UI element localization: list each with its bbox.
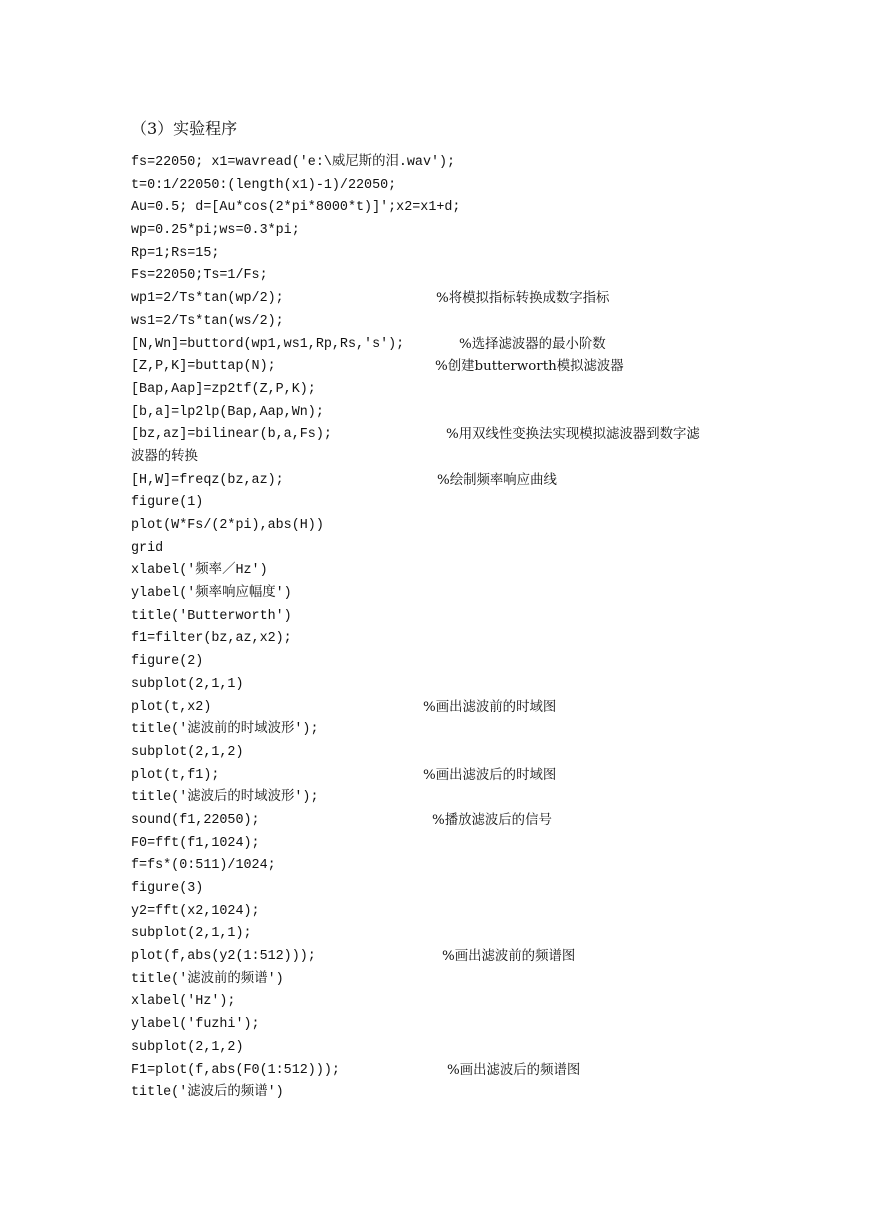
code-line (131, 765, 831, 788)
code-line (131, 447, 831, 470)
code-text: figure(2) (131, 654, 204, 670)
code-text: [Z,P,K]=buttap(N); (131, 359, 276, 375)
code-text: fs=22050; x1=wavread('e:\威尼斯的泪.wav'); (131, 155, 456, 170)
code-text: Au=0.5; d=[Au*cos(2*pi*8000*t)]';x2=x1+d; (131, 200, 461, 216)
code-line (131, 220, 831, 243)
code-comment: %将模拟指标转换成数字指标 (436, 291, 610, 307)
code-text: subplot(2,1,2) (131, 744, 244, 760)
code-text: F0=fft(f1,1024); (131, 835, 260, 851)
code-line (131, 583, 831, 606)
code-comment: %画出滤波后的频谱图 (447, 1062, 581, 1078)
code-line (131, 152, 831, 175)
code-line (131, 1037, 831, 1060)
code-line (131, 628, 831, 651)
code-comment: %画出滤波前的时域图 (423, 699, 557, 715)
code-line (131, 1014, 831, 1037)
code-text: t=0:1/22050:(length(x1)-1)/22050; (131, 177, 397, 193)
code-text: wp=0.25*pi;ws=0.3*pi; (131, 223, 300, 239)
code-line (131, 243, 831, 266)
code-line (131, 923, 831, 946)
code-line (131, 946, 831, 969)
code-line (131, 265, 831, 288)
code-text: sound(f1,22050); (131, 812, 260, 828)
code-text: wp1=2/Ts*tan(wp/2); (131, 291, 284, 307)
code-comment: %播放滤波后的信号 (432, 812, 552, 828)
code-text: plot(t,x2) (131, 699, 212, 715)
code-line (131, 311, 831, 334)
code-line (131, 651, 831, 674)
code-line (131, 855, 831, 878)
code-text: [H,W]=freqz(bz,az); (131, 472, 284, 488)
code-comment: %用双线性变换法实现模拟滤波器到数字滤 (446, 427, 700, 443)
code-text: ylabel('fuzhi'); (131, 1017, 260, 1033)
code-line (131, 606, 831, 629)
code-line (131, 674, 831, 697)
code-text: ws1=2/Ts*tan(ws/2); (131, 313, 284, 329)
code-line (131, 697, 831, 720)
code-text: F1=plot(f,abs(F0(1:512))); (131, 1062, 340, 1078)
code-line (131, 175, 831, 198)
code-text: [Bap,Aap]=zp2tf(Z,P,K); (131, 381, 316, 397)
code-line (131, 492, 831, 515)
code-text: [N,Wn]=buttord(wp1,ws1,Rp,Rs,'s'); (131, 336, 405, 352)
code-listing (131, 152, 831, 1105)
code-text: y2=fft(x2,1024); (131, 903, 260, 919)
code-text: title('滤波后的频谱') (131, 1085, 284, 1101)
code-line (131, 538, 831, 561)
code-text: ylabel('频率响应幅度') (131, 586, 292, 602)
code-text: Fs=22050;Ts=1/Fs; (131, 268, 268, 284)
code-line (131, 1082, 831, 1105)
code-line (131, 288, 831, 311)
code-line (131, 560, 831, 583)
code-line (131, 424, 831, 447)
code-text: plot(W*Fs/(2*pi),abs(H)) (131, 518, 324, 533)
code-line (131, 810, 831, 833)
code-text: plot(t,f1); (131, 767, 220, 783)
code-text: xlabel('Hz'); (131, 994, 236, 1010)
code-line (131, 878, 831, 901)
code-text: title('Butterworth') (131, 608, 292, 624)
code-line (131, 901, 831, 924)
code-text: [bz,az]=bilinear(b,a,Fs); (131, 427, 332, 443)
code-text: grid (131, 540, 164, 556)
code-line (131, 969, 831, 992)
code-text: title('滤波前的频谱') (131, 971, 284, 987)
code-line (131, 719, 831, 742)
code-line (131, 402, 831, 425)
code-text: subplot(2,1,2) (131, 1039, 244, 1055)
code-text: [b,a]=lp2lp(Bap,Aap,Wn); (131, 404, 324, 420)
code-comment: %画出滤波后的时域图 (423, 767, 557, 783)
code-line (131, 356, 831, 379)
code-line (131, 515, 831, 538)
code-line (131, 833, 831, 856)
code-comment: %画出滤波前的频谱图 (442, 949, 576, 965)
code-line (131, 787, 831, 810)
code-comment: %创建butterworth模拟滤波器 (435, 359, 624, 375)
code-comment: %选择滤波器的最小阶数 (459, 336, 606, 352)
code-text: figure(1) (131, 495, 204, 511)
code-comment: %绘制频率响应曲线 (437, 472, 557, 488)
section-heading: （3）实验程序 (131, 119, 238, 138)
code-text: xlabel('频率／Hz') (131, 563, 268, 579)
code-line (131, 379, 831, 402)
code-text: Rp=1;Rs=15; (131, 245, 220, 261)
code-text: plot(f,abs(y2(1:512))); (131, 949, 316, 965)
code-line (131, 197, 831, 220)
code-text: subplot(2,1,1) (131, 676, 244, 692)
code-line (131, 470, 831, 493)
code-text: subplot(2,1,1); (131, 926, 252, 942)
code-line (131, 991, 831, 1014)
code-line (131, 742, 831, 765)
code-text: 波器的转换 (131, 449, 198, 465)
code-text: figure(3) (131, 881, 204, 896)
code-line (131, 1060, 831, 1083)
code-text: f1=filter(bz,az,x2); (131, 631, 292, 647)
code-text: f=fs*(0:511)/1024; (131, 858, 276, 874)
code-text: title('滤波后的时域波形'); (131, 790, 319, 806)
code-line (131, 334, 831, 357)
code-text: title('滤波前的时域波形'); (131, 722, 319, 738)
